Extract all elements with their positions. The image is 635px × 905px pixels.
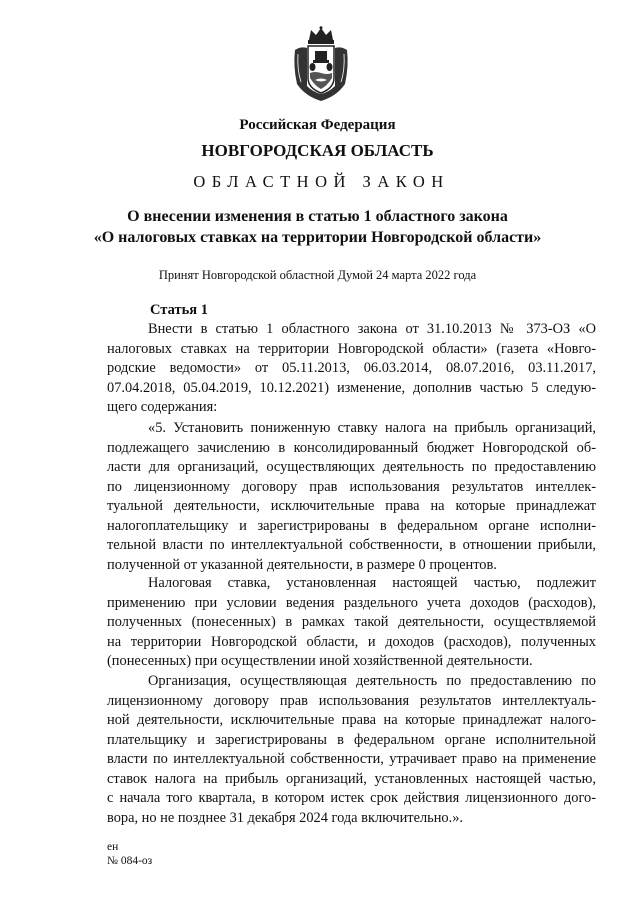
- paragraph-line: (понесенных) при осуществлении иной хозяйственной деятельности.: [107, 653, 533, 669]
- paragraph-line: полученных (понесенных) в рамках такой деятельности, осуществляемой: [107, 614, 596, 630]
- paragraph-line: власти по интеллектуальной собственности, утрачивает право на применение: [107, 751, 596, 767]
- paragraph-line: родские ведомости» от 05.11.2013, 06.03.2014, 08.07.2016, 03.11.2017,: [107, 360, 596, 376]
- paragraph-line: туальной деятельности, исключительные права на которые принадлежат: [107, 498, 596, 514]
- paragraph-line: 07.04.2018, 05.04.2019, 10.12.2021) изменение, дополнив частью 5 следую-: [107, 379, 596, 396]
- federation-heading: Российская Федерация: [239, 117, 396, 133]
- adoption-note: Принят Новгородской областной Думой 24 марта 2022 года: [158, 268, 477, 282]
- paragraph-line: Организация, осуществляющая деятельность по предоставлению по: [148, 673, 596, 689]
- paragraph-line: полученной от указанной деятельности, в размере 0 процентов.: [107, 556, 497, 573]
- paragraph-line: ной деятельности, исключительные права на которые принадлежат налого-: [107, 712, 596, 728]
- paragraph-line: Налоговая ставка, установленная настоящей частью, подлежит: [148, 575, 596, 591]
- law-title-line-1: О внесении изменения в статью 1 областного закона: [127, 208, 508, 225]
- footer-doc-number: № 084-оз: [107, 855, 153, 867]
- region-heading: НОВГОРОДСКАЯ ОБЛАСТЬ: [201, 141, 434, 160]
- footer-initials: ен: [107, 841, 119, 853]
- paragraph-line: лицензионному договору прав использования результатов интеллектуаль-: [107, 692, 596, 709]
- paragraph-line: вора, но не позднее 31 декабря 2024 года включительно.».: [107, 809, 463, 826]
- paragraph-line: с начала того квартала, в котором истек срок действия лицензионного дого-: [107, 790, 596, 806]
- paragraph-line: налогоплательщику и зарегистрированы в федеральном органе исполни-: [107, 517, 596, 534]
- law-title-line-2: «О налоговых ставках на территории Новгородской области»: [93, 229, 542, 246]
- paragraph-3: [107, 574, 596, 672]
- paragraph-line: щего содержания:: [107, 399, 218, 415]
- paragraph-line: на территории Новгородской области, и доходов (расходов), полученных: [107, 633, 596, 650]
- doc-type-heading: ОБЛАСТНОЙ ЗАКОН: [193, 172, 450, 191]
- paragraph-2: [107, 419, 596, 575]
- paragraph-line: по лицензионному договору прав использования результатов интеллек-: [107, 478, 596, 495]
- paragraph-line: ласти для организаций, осуществляющих деятельность по предоставлению: [107, 459, 596, 475]
- paragraph-4: [107, 672, 596, 828]
- paragraph-line: плательщику и зарегистрированы в федеральном органе исполнительной: [107, 731, 596, 748]
- paragraph-line: «5. Установить пониженную ставку налога на прибыль организаций,: [148, 420, 596, 436]
- paragraph-line: подлежащего зачислению в консолидированный бюджет Новгородской об-: [107, 439, 596, 456]
- paragraph-line: Внести в статью 1 областного закона от 31.10.2013 № 373-ОЗ «О: [148, 321, 596, 337]
- paragraph-line: ставок налога на прибыль организаций, установленных настоящей частью,: [107, 770, 596, 787]
- novgorod-coat-of-arms-icon: [291, 26, 351, 102]
- paragraph-line: тельной власти по интеллектуальной собственности, в отношении прибыли,: [107, 537, 596, 553]
- paragraph-line: налоговых ставках на территории Новгородской области» (газета «Новго-: [107, 340, 596, 357]
- paragraph-1: [107, 320, 596, 418]
- paragraph-line: применению при условии ведения раздельного учета доходов (расходов),: [107, 594, 596, 611]
- article-heading: Статья 1: [150, 302, 208, 318]
